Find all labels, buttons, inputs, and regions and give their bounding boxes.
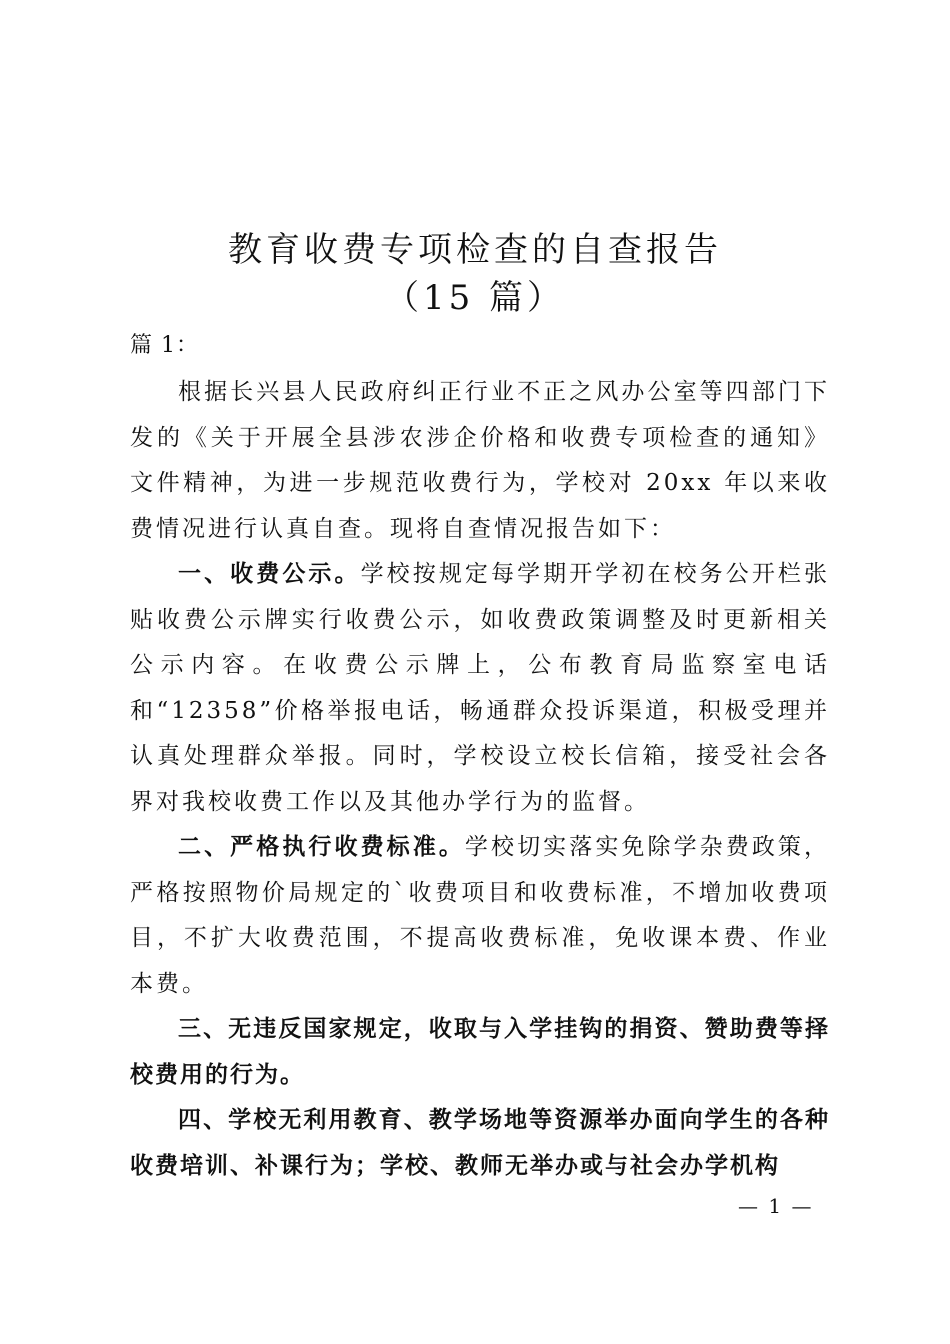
item-3-heading: 三、无违反国家规定，收取与入学挂钩的捐资、赞助费等择校费用的行为。 (130, 1016, 830, 1088)
item-2-heading: 二、严格执行收费标准。 (178, 834, 465, 860)
document-title: 教育收费专项检查的自查报告 (228, 230, 722, 270)
item-3-paragraph (130, 1007, 830, 1098)
item-1-paragraph (130, 552, 830, 825)
intro-paragraph: 根据长兴县人民政府纠正行业不正之风办公室等四部门下发的《关于开展全县涉农涉企价格和收费专项检查的通知》文件精神，为进一步规范收费行为，学校对 20xx 年以来收费情况进行认真自查。现将自查情况报告如下： (130, 379, 830, 542)
item-1-heading: 一、收费公示。 (178, 561, 361, 587)
item-1-text: 学校按规定每学期开学初在校务公开栏张贴收费公示牌实行收费公示，如收费政策调整及时更新相关公示内容。在收费公示牌上，公布教育局监察室电话和“12358”价格举报电话，畅通群众投诉渠道，积极受理并认真处理群众举报。同时，学校设立校长信箱，接受社会各界对我校收费工作以及其他办学行为的监督。 (130, 561, 831, 815)
item-4-paragraph (130, 1098, 830, 1189)
page-number: — 1 — (738, 1194, 814, 1218)
section-label: 篇 1： (130, 333, 199, 358)
document-subtitle: （15 篇） (384, 278, 566, 318)
document-body (130, 370, 830, 1189)
item-2-text: 学校切实落实免除学杂费政策，严格按照物价局规定的`收费项目和收费标准，不增加收费项目，不扩大收费范围，不提高收费标准，免收课本费、作业本费。 (130, 834, 831, 997)
item-4-heading: 四、学校无利用教育、教学场地等资源举办面向学生的各种收费培训、补课行为；学校、教师无举办或与社会办学机构 (130, 1107, 830, 1179)
item-2-paragraph (130, 825, 830, 1007)
